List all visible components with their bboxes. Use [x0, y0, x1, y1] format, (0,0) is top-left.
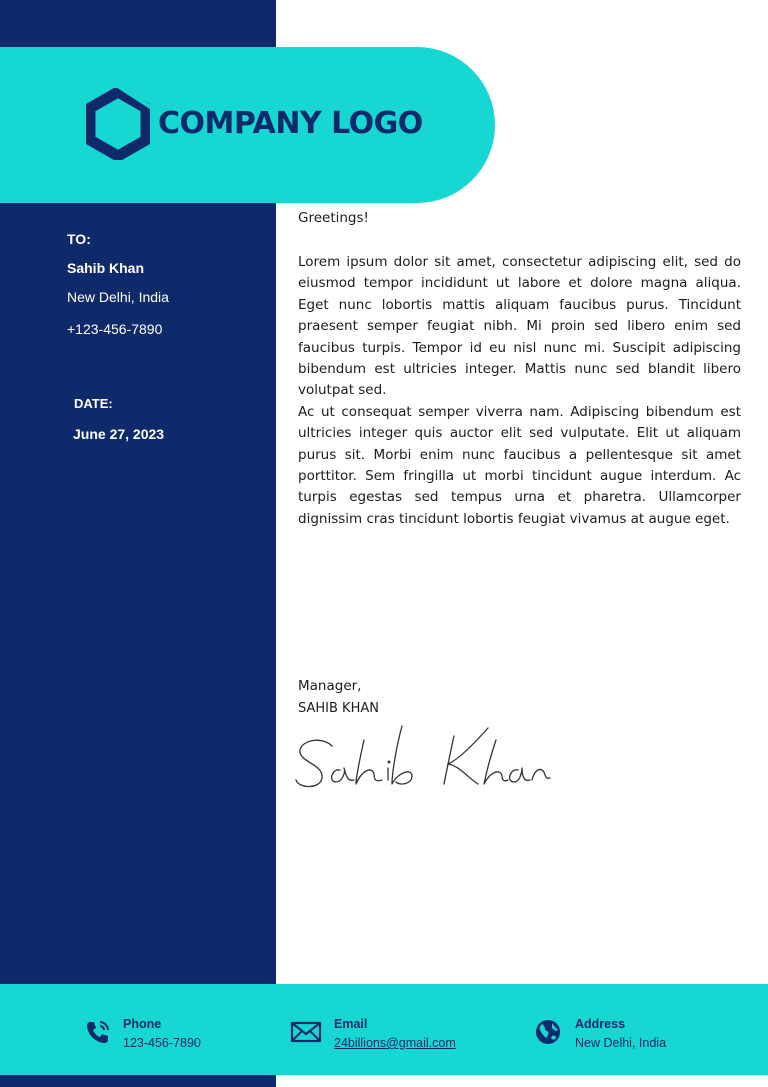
to-label: TO:	[67, 231, 91, 247]
hexagon-logo-icon	[86, 88, 150, 160]
phone-value: 123-456-7890	[123, 1036, 201, 1050]
signer-name: SAHIB KHAN	[298, 701, 379, 716]
date-value: June 27, 2023	[73, 426, 165, 442]
recipient-city: New Delhi, India	[67, 289, 169, 305]
footer	[0, 984, 768, 1075]
paragraph: Lorem ipsum dolor sit amet, consectetur adipiscing elit, sed do eiusmod tempor incididunt ut labore et dolore magna aliqua. Eget nunc lobortis mattis aliquam faucibus purus. Tincidunt praesent semper feugiat nibh. Mi proin sed libero enim sed faucibus turpis. Tempor id eu nisl nunc mi. Suscipit adipiscing bibendum est ultricies integer. Mattis nunc sed blandit libero volutpat sed.	[298, 254, 741, 399]
address-value: New Delhi, India	[575, 1036, 667, 1050]
phone-icon	[84, 1018, 112, 1046]
footer-strip	[0, 1075, 276, 1087]
greeting: Greetings!	[298, 210, 369, 226]
recipient-phone: +123-456-7890	[67, 321, 163, 337]
date-label: DATE:	[74, 396, 113, 411]
phone-label: Phone	[123, 1017, 162, 1031]
email-link[interactable]: 24billions@gmail.com	[334, 1036, 456, 1050]
recipient-name: Sahib Khan	[67, 260, 145, 276]
email-label: Email	[334, 1017, 368, 1031]
address-label: Address	[575, 1017, 626, 1031]
letter-body	[298, 252, 741, 530]
logo-text: COMPANY LOGO	[158, 106, 423, 141]
closing: Manager,	[298, 678, 362, 694]
signature	[292, 718, 554, 796]
paragraph: Ac ut consequat semper viverra nam. Adipiscing bibendum est ultricies integer quis auctor elit sed vulputate. Elit ut aliquam purus sit. Morbi enim nunc faucibus a pellentesque sit amet porttitor. Sem fringilla ut morbi tincidunt augue interdum. Ac turpis egestas sed tempus urna et pharetra. Ullamcorper dignissim cras tincidunt lobortis feugiat vivamus at augue eget.	[298, 403, 741, 527]
envelope-icon	[290, 1018, 322, 1046]
globe-icon	[534, 1018, 562, 1046]
